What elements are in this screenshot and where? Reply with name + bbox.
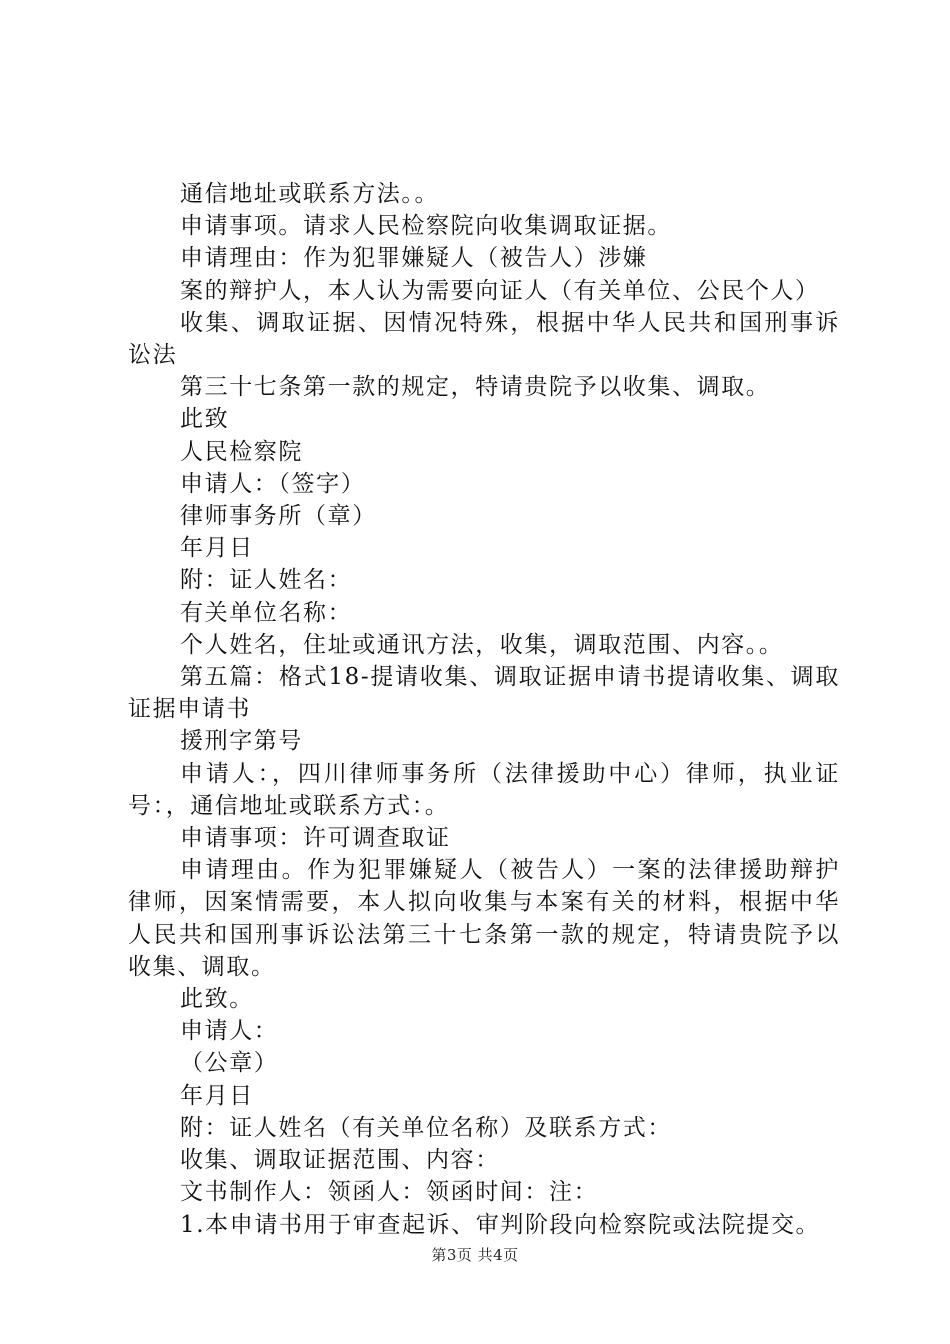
paragraph: 申请人： <box>180 1018 279 1045</box>
paragraph: 年月日 <box>180 1082 254 1109</box>
paragraph: 1.本申请书用于审查起诉、审判阶段向检察院或法院提交。 <box>180 1211 821 1238</box>
paragraph: 人民检察院 <box>180 438 303 465</box>
paragraph: 此致。 <box>180 986 254 1013</box>
paragraph: （公章） <box>180 1050 279 1077</box>
section-heading: 第五篇：格式18-提请收集、调取证据申请书提请收集、调取证据申请书 <box>128 664 840 723</box>
paragraph: 个人姓名，住址或通讯方法，收集，调取范围、内容。。 <box>180 631 784 658</box>
page-footer <box>0 1244 950 1265</box>
paragraph: 附：证人姓名（有关单位名称）及联系方式： <box>180 1114 672 1141</box>
paragraph: 申请事项。请求人民检察院向收集调取证据。 <box>180 213 672 240</box>
paragraph: 附：证人姓名： <box>180 567 353 594</box>
paragraph: 援刑字第号 <box>180 728 303 755</box>
paragraph: 申请人：，四川律师事务所（法律援助中心）律师，执业证号：，通信地址或联系方式：。 <box>128 760 840 819</box>
paragraph: 收集、调取证据范围、内容： <box>180 1147 500 1174</box>
paragraph: 文书制作人：领函人：领函时间：注： <box>180 1179 599 1206</box>
paragraph: 第三十七条第一款的规定，特请贵院予以收集、调取。 <box>180 374 771 401</box>
page-number: 第3页 共4页 <box>431 1246 519 1264</box>
paragraph: 申请理由：作为犯罪嫌疑人（被告人）涉嫌 <box>180 245 648 272</box>
paragraph: 此致 <box>180 406 230 433</box>
paragraph: 收集、调取证据、因情况特殊，根据中华人民共和国刑事诉讼法 <box>128 309 840 369</box>
paragraph: 申请事项：许可调查取证 <box>180 825 451 852</box>
paragraph: 年月日 <box>180 535 254 562</box>
paragraph: 申请理由。作为犯罪嫌疑人（被告人）一案的法律援助辩护律师，因案情需要，本人拟向收集与本案有关的材料，根据中华人民共和国刑事诉讼法第三十七条第一款的规定，特请贵院予以收集、调取。 <box>128 857 840 980</box>
paragraph: 律师事务所（章） <box>180 503 377 530</box>
paragraph: 申请人：（签字） <box>180 470 366 497</box>
document-body <box>128 178 840 1241</box>
paragraph: 有关单位名称： <box>180 599 353 626</box>
paragraph: 通信地址或联系方法。。 <box>180 181 440 207</box>
paragraph: 案的辩护人，本人认为需要向证人（有关单位、公民个人） <box>180 277 820 304</box>
